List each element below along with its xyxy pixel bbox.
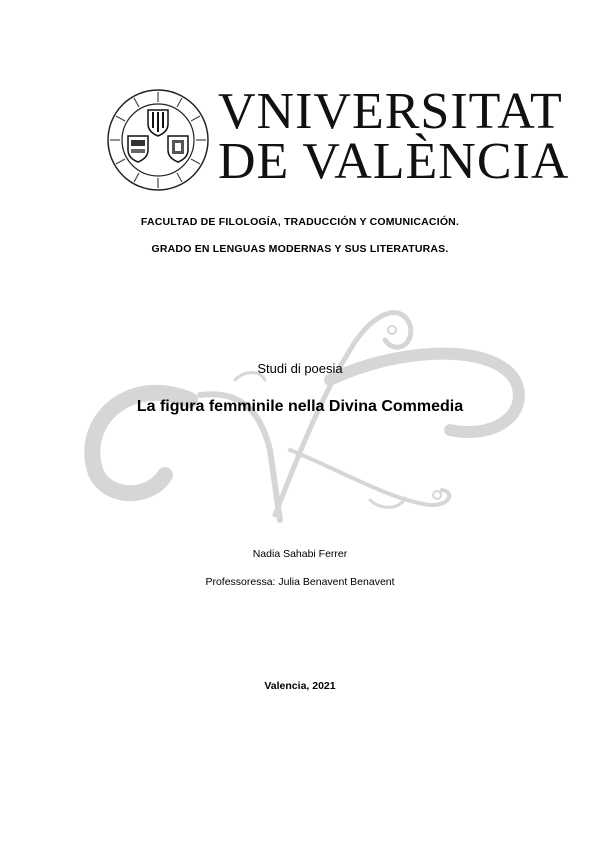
university-seal-icon [106,88,210,192]
author-name: Nadia Sahabi Ferrer [252,548,348,560]
place-date: Valencia, 2021 [264,680,336,692]
university-wordmark [218,83,570,190]
logo-line2: DE VALÈNCIA [218,133,570,190]
faculty-name: FACULTAD DE FILOLOGÍA, TRADUCCIÓN Y COMUNICACIÓN. [140,216,460,228]
degree-name: GRADO EN LENGUAS MODERNAS Y SUS LITERATURAS. [151,243,449,255]
course-subtitle: Studi di poesia [257,361,343,376]
logo-line1: VNIVERSITAT [218,83,563,140]
professor-name: Professoressa: Julia Benavent Benavent [205,576,395,588]
university-logo [106,83,570,190]
document-title: La figura femminile nella Divina Commedia [136,398,464,415]
